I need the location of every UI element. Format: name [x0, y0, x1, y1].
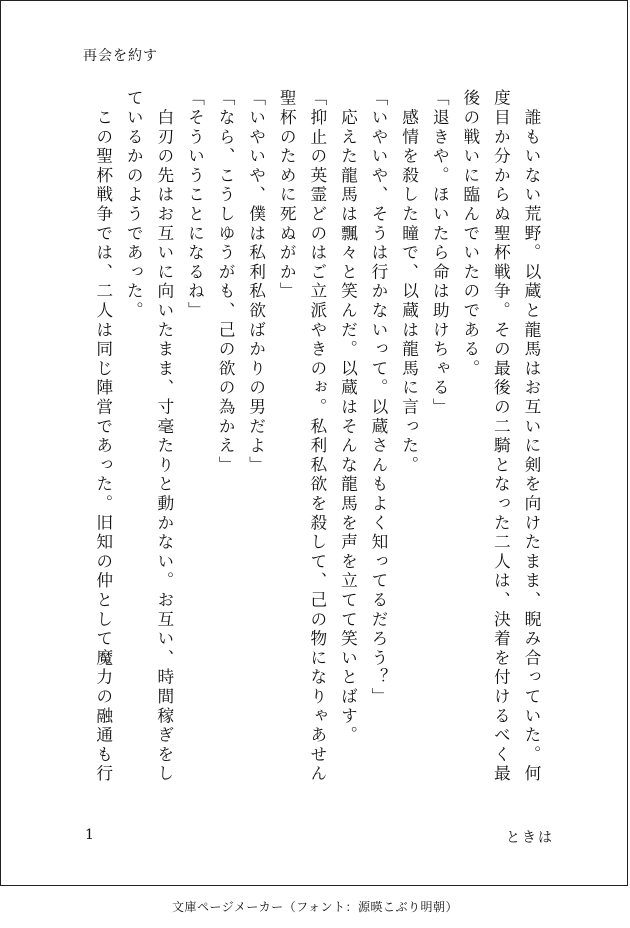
page-number: 1 — [85, 827, 94, 843]
text-line: 聖杯のために死ぬがか」 — [277, 89, 298, 302]
text-line: 「いやいや、僕は私利私欲ばかりの男だよ」 — [246, 89, 267, 475]
text-line: 「なら、こうしゆうがも、己の欲の為かえ」 — [216, 89, 237, 475]
text-line: 応えた龍馬は飄々と笑んだ。以蔵はそんな龍馬を声を立てて笑いとばす。 — [338, 89, 359, 746]
text-line: 「いやいや、そうは行かないって。以蔵さんもよく知ってるだろう？」 — [369, 89, 390, 707]
text-line: 「抑止の英霊どのはご立派やきのぉ。私利私欲を殺して、己の物になりゃあせん — [307, 89, 328, 784]
text-line: 後の戦いに臨んでいたのである。 — [460, 89, 481, 379]
text-line: 度目か分からぬ聖杯戦争。その最後の二騎となった二人は、決着を付けるべく最 — [491, 89, 512, 784]
text-line: 白刃の先はお互いに向いたまま、寸毫たりと動かない。お互い、時間稼ぎをし — [154, 89, 175, 784]
running-title: 再会を約す — [83, 48, 158, 64]
text-line: この聖杯戦争では、二人は同じ陣営であった。旧知の仲として魔力の融通も行 — [93, 89, 114, 784]
text-line: ているかのようであった。 — [124, 89, 145, 321]
vertical-body-text — [77, 89, 547, 811]
text-line: 感情を殺した瞳で、以蔵は龍馬に言った。 — [399, 89, 420, 475]
generator-credit: 文庫ページメーカー（フォント：源暎こぶり明朝） — [171, 900, 459, 914]
author-name: ときは — [506, 830, 554, 846]
text-line: 「退きや。ほいたら命は助けちゃる」 — [430, 89, 451, 418]
text-line: 誰もいない荒野。以蔵と龍馬はお互いに剣を向けたまま、睨み合っていた。何 — [522, 89, 542, 784]
text-line: 「そういうことになるね」 — [185, 89, 206, 321]
